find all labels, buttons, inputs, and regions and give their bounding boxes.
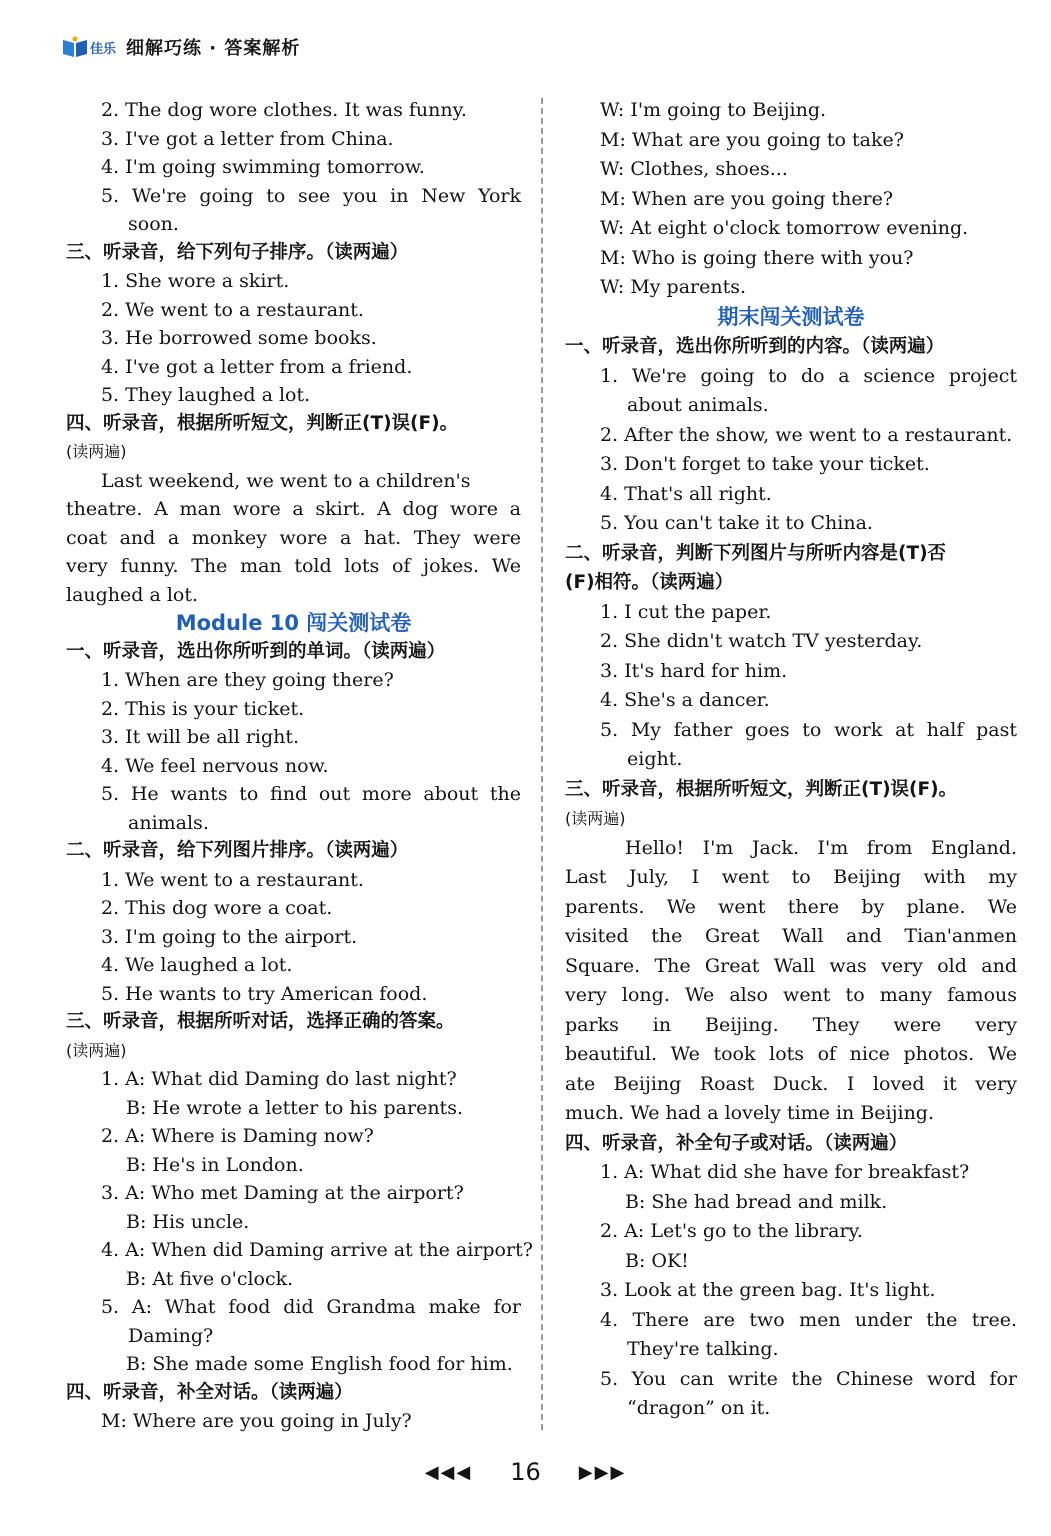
text-line: laughed a lot. xyxy=(66,583,199,606)
text-line: 2. This dog wore a coat. xyxy=(101,897,333,919)
text-line: beautiful. We took lots of nice photos. We xyxy=(565,1043,1017,1065)
text-line: 5. He wants to try American food. xyxy=(101,982,428,1005)
text-line: W: Clothes, shoes... xyxy=(600,158,788,180)
text-line: 3. It's hard for him. xyxy=(600,659,788,682)
text-line: 4. We laughed a lot. xyxy=(101,954,293,976)
text-line: W: I'm going to Beijing. xyxy=(600,99,827,121)
text-line: (读两遍) xyxy=(565,809,626,828)
next-arrows-icon: ▶▶▶ xyxy=(578,1461,627,1483)
text-line: B: She made some English food for him. xyxy=(126,1353,513,1375)
text-line: 5. A: What food did Grandma make for xyxy=(101,1296,521,1318)
text-line: M: Who is going there with you? xyxy=(600,246,914,269)
text-line: 3. It will be all right. xyxy=(101,726,300,748)
text-line: 5. You can't take it to China. xyxy=(600,512,873,534)
text-line: Square. The Great Wall was very old and xyxy=(565,954,1017,977)
text-line: 3. He borrowed some books. xyxy=(101,327,377,349)
text-line: Last weekend, we went to a children's xyxy=(101,469,471,492)
logo xyxy=(62,36,116,58)
text-line: soon. xyxy=(128,213,179,235)
right-column xyxy=(565,96,1017,1424)
text-line: 4. I've got a letter from a friend. xyxy=(101,355,413,378)
section-heading: 四、听录音，根据所听短文，判断正(T)误(F)。 xyxy=(66,412,459,434)
text-line: ate Beijing Roast Duck. I loved it very xyxy=(565,1072,1017,1095)
text-line: B: She had bread and milk. xyxy=(625,1190,888,1213)
text-line: 1. A: What did Daming do last night? xyxy=(101,1068,457,1090)
text-line: 3. I'm going to the airport. xyxy=(101,925,358,948)
text-line: 1. She wore a skirt. xyxy=(101,270,290,292)
page-header xyxy=(62,32,300,62)
text-line: very long. We also went to many famous xyxy=(565,984,1017,1006)
text-line: 4. A: When did Daming arrive at the airport? xyxy=(101,1239,533,1261)
text-line: 3. Look at the green bag. It's light. xyxy=(600,1279,936,1301)
text-line: B: He's in London. xyxy=(126,1153,304,1176)
book-logo-icon xyxy=(62,36,88,58)
section-heading: 二、听录音，给下列图片排序。（读两遍） xyxy=(66,840,409,861)
text-line: parents. We went there by plane. We xyxy=(565,895,1017,918)
text-line: much. We had a lovely time in Beijing. xyxy=(565,1102,935,1124)
section-heading: 一、听录音，选出你所听到的单词。（读两遍） xyxy=(66,640,446,662)
header-title: 细解巧练 · 答案解析 xyxy=(126,38,301,59)
text-line: visited the Great Wall and Tian'anmen xyxy=(565,925,1017,947)
text-line: 2. We went to a restaurant. xyxy=(101,298,364,321)
text-line: 4. That's all right. xyxy=(600,482,772,505)
text-line: 2. The dog wore clothes. It was funny. xyxy=(101,99,467,121)
test-title: 期末闯关测试卷 xyxy=(717,304,865,329)
column-divider xyxy=(541,98,543,1430)
text-line: 1. We're going to do a science project xyxy=(600,364,1017,387)
text-line: parks in Beijing. They were very xyxy=(565,1013,1017,1036)
text-line: 5. You can write the Chinese word for xyxy=(600,1367,1017,1390)
text-line: 5. We're going to see you in New York xyxy=(101,184,521,207)
text-line: 3. A: Who met Daming at the airport? xyxy=(101,1182,464,1204)
text-line: about animals. xyxy=(627,394,769,416)
text-line: 2. After the show, we went to a restaurant. xyxy=(600,423,1013,446)
text-line: 4. There are two men under the tree. xyxy=(600,1308,1017,1331)
text-line: B: He wrote a letter to his parents. xyxy=(126,1096,463,1119)
section-heading: 一、听录音，选出你所听到的内容。（读两遍） xyxy=(565,336,945,357)
text-line: 5. They laughed a lot. xyxy=(101,384,311,406)
text-line: 1. When are they going there? xyxy=(101,669,394,691)
text-line: 1. I cut the paper. xyxy=(600,600,772,623)
test-title: Module 10 闯关测试卷 xyxy=(175,611,412,635)
text-line: (读两遍) xyxy=(66,1040,127,1060)
prev-arrows-icon: ◀◀◀ xyxy=(424,1461,473,1483)
text-line: 3. Don't forget to take your ticket. xyxy=(600,453,930,475)
text-line: 2. A: Let's go to the library. xyxy=(600,1220,863,1242)
text-line: W: My parents. xyxy=(600,276,747,298)
section-heading: 三、听录音，根据所听对话，选择正确的答案。 xyxy=(66,1011,455,1032)
text-line: M: When are you going there? xyxy=(600,187,894,210)
text-line: 4. We feel nervous now. xyxy=(101,754,329,777)
page-footer xyxy=(0,1458,1051,1486)
text-line: 1. We went to a restaurant. xyxy=(101,868,364,891)
text-line: 4. I'm going swimming tomorrow. xyxy=(101,156,425,178)
section-heading: 三、听录音，根据所听短文，判断正(T)误(F)。 xyxy=(565,778,958,800)
text-line: 2. A: Where is Daming now? xyxy=(101,1125,374,1147)
text-line: “dragon” on it. xyxy=(627,1397,771,1419)
text-line: B: At five o'clock. xyxy=(126,1267,294,1290)
text-line: 5. He wants to find out more about the xyxy=(101,783,521,805)
text-line: theatre. A man wore a skirt. A dog wore a xyxy=(66,498,521,520)
section-heading: 二、听录音，判断下列图片与所听内容是(T)否 xyxy=(565,542,947,564)
page-number: 16 xyxy=(510,1458,541,1486)
section-heading: 四、听录音，补全句子或对话。（读两遍） xyxy=(565,1132,908,1154)
section-heading: 三、听录音，给下列句子排序。（读两遍） xyxy=(66,241,409,263)
text-line: Last July, I went to Beijing with my xyxy=(565,866,1017,888)
text-line: 3. I've got a letter from China. xyxy=(101,127,394,150)
text-line: 2. She didn't watch TV yesterday. xyxy=(600,630,923,652)
text-line: 5. My father goes to work at half past xyxy=(600,718,1017,741)
text-line: W: At eight o'clock tomorrow evening. xyxy=(600,217,969,239)
text-line: coat and a monkey wore a hat. They were xyxy=(66,526,521,549)
text-line: (读两遍) xyxy=(66,442,127,461)
text-line: 4. She's a dancer. xyxy=(600,689,770,711)
text-line: eight. xyxy=(627,748,683,770)
text-line: M: Where are you going in July? xyxy=(101,1410,412,1432)
text-line: very funny. The man told lots of jokes. We xyxy=(66,555,521,577)
section-heading: 四、听录音，补全对话。（读两遍） xyxy=(66,1381,353,1403)
left-column xyxy=(66,96,533,1436)
logo-text: 佳乐 xyxy=(90,41,117,57)
section-heading: (F)相符。（读两遍） xyxy=(565,572,734,593)
text-line: Daming? xyxy=(128,1324,214,1347)
text-line: B: OK! xyxy=(625,1249,689,1272)
text-line: They're talking. xyxy=(627,1338,779,1360)
text-line: 1. A: What did she have for breakfast? xyxy=(600,1161,970,1183)
text-line: animals. xyxy=(128,811,209,834)
text-line: Hello! I'm Jack. I'm from England. xyxy=(625,836,1017,859)
text-line: M: What are you going to take? xyxy=(600,128,904,151)
text-line: 2. This is your ticket. xyxy=(101,697,305,720)
text-line: B: His uncle. xyxy=(126,1210,250,1233)
